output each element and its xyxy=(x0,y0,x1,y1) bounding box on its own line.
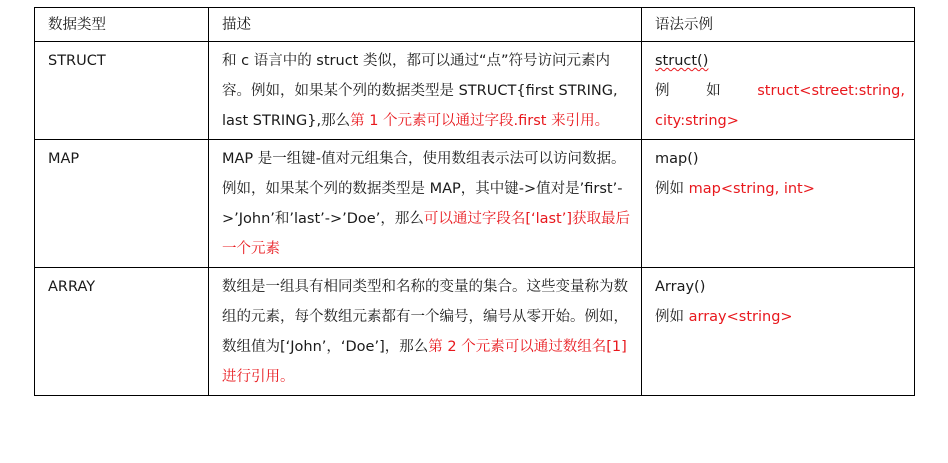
syntax-function: struct() xyxy=(655,53,709,69)
syntax-cell xyxy=(642,140,915,268)
syntax-function: Array() xyxy=(655,279,706,295)
type-cell: STRUCT xyxy=(35,42,209,140)
syntax-cell xyxy=(642,268,915,396)
syntax-example-prefix: 例如 xyxy=(655,181,689,197)
header-data-type: 数据类型 xyxy=(35,8,209,42)
table-header-row xyxy=(35,8,915,42)
description-highlight: 第 2 个元素可以通过数组名[1]进行引用。 xyxy=(222,339,627,385)
type-cell: ARRAY xyxy=(35,268,209,396)
description-highlight: 可以通过字段名[‘last’]获取最后一个元素 xyxy=(222,211,631,257)
data-types-table xyxy=(34,7,915,396)
syntax-example-prefix: 例如 xyxy=(655,309,689,325)
syntax-example-word-2: 如 xyxy=(706,83,721,99)
description-text: 数组是一组具有相同类型和名称的变量的集合。这些变量称为数组的元素，每个数组元素都有一个编号，编号从零开始。例如，数组值为[‘John’，‘Doe’]，那么 xyxy=(222,279,628,355)
description-text: MAP 是一组键-值对元组集合，使用数组表示法可以访问数据。例如，如果某个列的数据类型是 MAP，其中键->值对是’first’->’John’和’last’->’Doe’，那么 xyxy=(222,151,626,227)
description-text: 和 c 语言中的 struct 类似，都可以通过“点”符号访问元素内容。例如，如果某个列的数据类型是 STRUCT{first STRING, last STRING},那么 xyxy=(222,53,618,129)
syntax-example-code: map<string, int> xyxy=(688,181,815,197)
syntax-example-code-cont: city:string> xyxy=(655,113,739,129)
type-cell: MAP xyxy=(35,140,209,268)
syntax-example-line xyxy=(655,302,905,332)
syntax-example-line xyxy=(655,174,905,204)
description-cell xyxy=(209,42,642,140)
syntax-example-word-1: 例 xyxy=(655,83,670,99)
table-row xyxy=(35,140,915,268)
syntax-example-code: struct<street:string, xyxy=(757,83,905,99)
syntax-cell xyxy=(642,42,915,140)
header-syntax-example: 语法示例 xyxy=(642,8,915,42)
description-cell xyxy=(209,268,642,396)
description-cell xyxy=(209,140,642,268)
header-description: 描述 xyxy=(209,8,642,42)
syntax-example-line xyxy=(655,76,905,106)
description-highlight: 第 1 个元素可以通过字段.first 来引用。 xyxy=(350,113,610,129)
syntax-example-code: array<string> xyxy=(688,309,793,325)
syntax-function: map() xyxy=(655,151,699,167)
table-row xyxy=(35,42,915,140)
table-row xyxy=(35,268,915,396)
